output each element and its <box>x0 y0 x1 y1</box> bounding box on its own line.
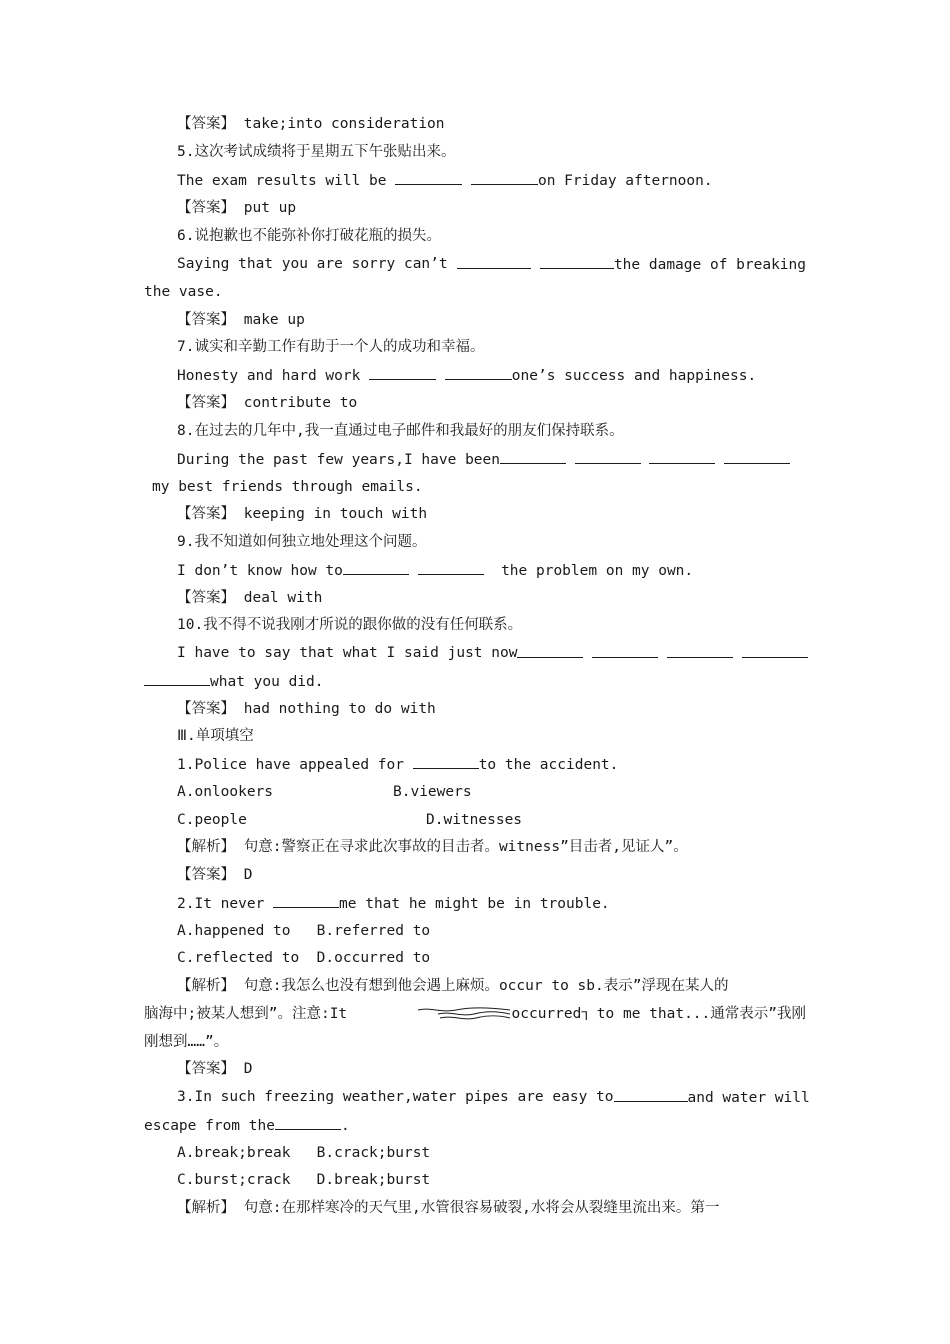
answer-line: 【答案】 take;into consideration <box>177 116 445 132</box>
question-6-continuation: the vase. <box>144 284 223 300</box>
question-8-continuation: my best friends through emails. <box>152 479 423 495</box>
blank <box>395 170 462 185</box>
blank <box>275 1115 341 1130</box>
option-d: D.witnesses <box>426 812 523 828</box>
question-text: to the accident. <box>478 757 619 773</box>
option-a: A.onlookers <box>177 784 274 800</box>
blank <box>500 449 566 464</box>
blank <box>273 893 339 908</box>
analysis-continuation <box>144 1004 806 1026</box>
question-7-chinese: 7.诚实和辛勤工作有助于一个人的成功和幸福。 <box>177 339 485 355</box>
answer-line: 【答案】 put up <box>177 200 297 216</box>
cursor-mark: Ꞁ <box>581 1009 589 1023</box>
question-8-english <box>177 449 790 470</box>
question-text: escape from the <box>144 1118 275 1134</box>
question-7-english <box>177 365 756 386</box>
answer-line: 【答案】 keeping in touch with <box>177 506 428 522</box>
options-cd: C.reflected to D.occurred to <box>177 950 431 966</box>
blank <box>517 643 583 658</box>
blank <box>575 449 641 464</box>
question-10-english <box>177 643 806 664</box>
option-c: C.people <box>177 812 247 828</box>
question-6-chinese: 6.说抱歉也不能弥补你打破花瓶的损失。 <box>177 228 441 244</box>
blank <box>724 449 790 464</box>
blank <box>369 365 436 380</box>
question-text: and water will <box>687 1090 810 1106</box>
blank <box>649 449 715 464</box>
question-10-chinese: 10.我不得不说我刚才所说的跟你做的没有任何联系。 <box>177 617 523 633</box>
question-5-chinese: 5.这次考试成绩将于星期五下午张贴出来。 <box>177 144 456 160</box>
blank <box>667 643 733 658</box>
sentence-text: the damage of breaking <box>613 257 806 273</box>
question-text: . <box>340 1118 350 1134</box>
sentence-text: I don’t know how to <box>177 563 343 579</box>
question-text: 3.In such freezing weather,water pipes are easy to <box>177 1089 614 1105</box>
blank <box>614 1087 688 1102</box>
blank <box>343 560 409 575</box>
sentence-text: During the past few years,I have been <box>177 452 501 468</box>
option-b: B.viewers <box>393 784 472 800</box>
analysis-line: 【解析】 句意:我怎么也没有想到他会遇上麻烦。occur to sb.表示”浮现在某人的 <box>177 978 729 994</box>
analysis-line: 【解析】 句意:警察正在寻求此次事故的目击者。witness”目击者,见证人”。 <box>177 839 688 855</box>
question-5-english <box>177 170 713 191</box>
blank <box>540 254 614 269</box>
answer-line: 【答案】 deal with <box>177 590 323 606</box>
blank <box>457 254 531 269</box>
analysis-continuation: 刚想到……”。 <box>144 1034 229 1050</box>
analysis-text: occurred <box>511 1006 582 1022</box>
mc-question-2 <box>177 893 610 914</box>
sentence-text: the problem on my own. <box>501 563 694 579</box>
sentence-text: what you did. <box>210 674 324 690</box>
blank <box>742 643 808 658</box>
mc-question-1 <box>177 754 618 775</box>
options-ab: A.break;break B.crack;burst <box>177 1145 431 1161</box>
blank <box>471 170 538 185</box>
sentence-text: one’s success and happiness. <box>511 368 757 384</box>
question-text: 1.Police have appealed for <box>177 757 413 773</box>
section-heading: Ⅲ.单项填空 <box>177 728 254 744</box>
answer-line: 【答案】 D <box>177 1061 253 1077</box>
sentence-text: Honesty and hard work <box>177 368 370 384</box>
blank <box>418 560 484 575</box>
answer-line: 【答案】 had nothing to do with <box>177 701 436 717</box>
answer-line: 【答案】 contribute to <box>177 395 358 411</box>
question-9-english <box>177 560 693 581</box>
options-ab: A.happened to B.referred to <box>177 923 431 939</box>
question-text: 2.It never <box>177 896 274 912</box>
answer-line: 【答案】 make up <box>177 312 305 328</box>
question-10-continuation <box>144 671 324 692</box>
question-8-chinese: 8.在过去的几年中,我一直通过电子邮件和我最好的朋友们保持联系。 <box>177 423 624 439</box>
question-6-english <box>177 254 806 275</box>
mc-question-3-continuation <box>144 1115 350 1136</box>
sentence-text: Saying that you are sorry can’t <box>177 256 448 272</box>
sentence-text: on Friday afternoon. <box>537 173 713 189</box>
options-cd: C.burst;crack D.break;burst <box>177 1172 431 1188</box>
blank <box>445 365 512 380</box>
blank <box>592 643 658 658</box>
wavy-underline-mark <box>416 1007 512 1021</box>
analysis-line: 【解析】 句意:在那样寒冷的天气里,水管很容易破裂,水将会从裂缝里流出来。第一 <box>177 1200 720 1216</box>
question-9-chinese: 9.我不知道如何独立地处理这个问题。 <box>177 534 427 550</box>
sentence-text: The exam results will be <box>177 173 396 189</box>
sentence-text: I have to say that what I said just now <box>177 645 518 661</box>
answer-line: 【答案】 D <box>177 867 253 883</box>
question-text: me that he might be in trouble. <box>339 896 610 912</box>
blank <box>144 671 210 686</box>
analysis-text: 脑海中;被某人想到”。注意:It <box>144 1006 356 1022</box>
analysis-text: to me that...通常表示”我刚 <box>588 1006 806 1022</box>
blank <box>413 754 479 769</box>
mc-question-3 <box>177 1087 810 1108</box>
